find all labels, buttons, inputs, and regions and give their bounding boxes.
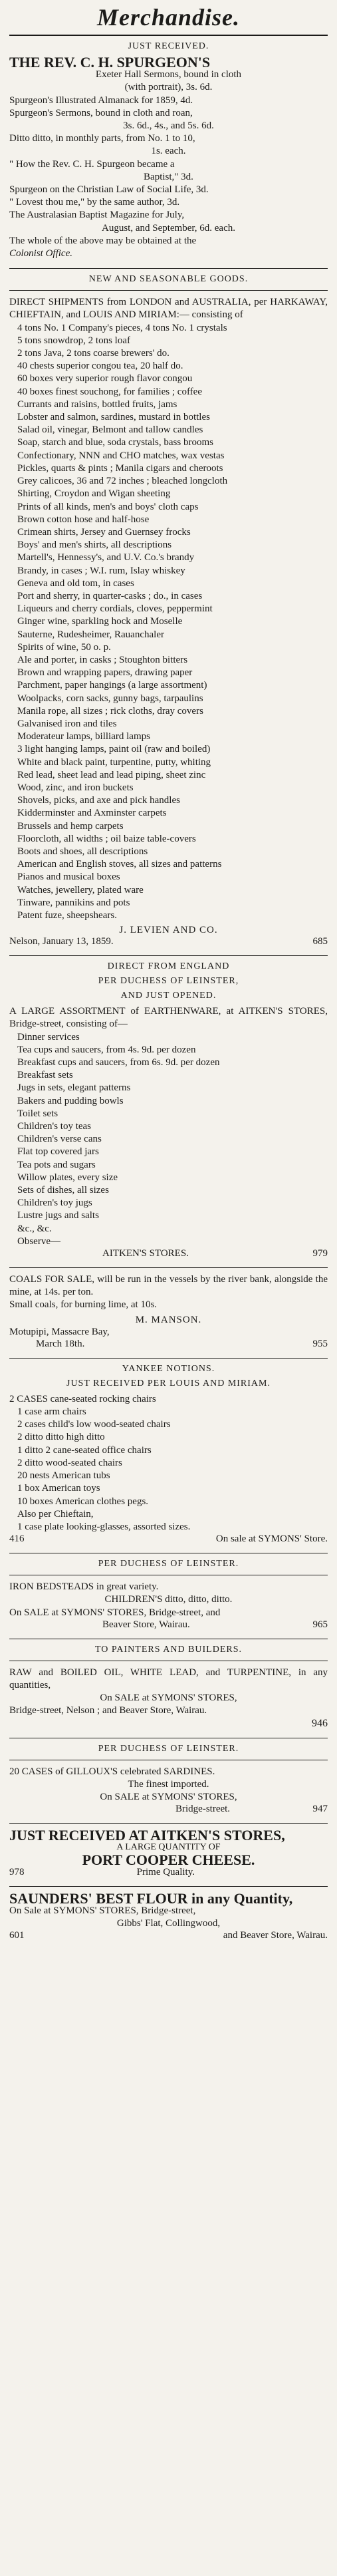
list-item: Manila rope, all sizes ; rick cloths, dray covers xyxy=(17,705,203,717)
advert-line: " Lovest thou me," by the same author, 3d. xyxy=(9,197,180,208)
list-item: Liqueurs and cherry cordials, cloves, peppermint xyxy=(17,603,213,615)
advert-line: A LARGE QUANTITY OF xyxy=(116,1842,221,1853)
advert-intro: 2 CASES cane-seated rocking chairs xyxy=(9,1393,156,1404)
advert-spurgeon xyxy=(9,41,328,260)
list-item: Port and sherry, in quarter-casks ; do., in cases xyxy=(17,590,203,601)
list-item: Flat top covered jars xyxy=(17,1146,99,1158)
advert-footer xyxy=(9,1930,328,1941)
item-list xyxy=(9,322,328,923)
advert-number: 965 xyxy=(312,1619,328,1630)
divider xyxy=(9,35,328,36)
advert-number: 979 xyxy=(312,1248,328,1259)
advert-line: and Beaver Store, Wairau. xyxy=(223,1930,328,1941)
list-item: Observe— xyxy=(17,1235,60,1247)
advert-flour xyxy=(9,1889,328,1942)
list-item: Tea pots and sugars xyxy=(17,1159,96,1170)
list-item: Galvanised iron and tiles xyxy=(17,718,117,729)
list-item: 5 tons snowdrop, 2 tons loaf xyxy=(17,335,130,346)
list-item: Confectionary, NNN and CHO matches, wax vestas xyxy=(17,450,225,461)
advert-line: Beaver Store, Wairau. xyxy=(102,1619,190,1630)
list-item: Brown and wrapping papers, drawing paper xyxy=(17,667,193,679)
advert-levien xyxy=(9,274,328,947)
list-item: 60 boxes very superior rough flavor congou xyxy=(17,373,193,385)
advert-note: On sale at SYMONS' Store. xyxy=(215,1533,328,1545)
advert-line: Small coals, for burning lime, at 10s. xyxy=(9,1299,158,1311)
list-item: Children's verse cans xyxy=(17,1134,102,1145)
divider xyxy=(9,1358,328,1359)
advert-line: THE REV. C. H. SPURGEON'S xyxy=(9,54,211,71)
list-item: Prints of all kinds, men's and boys' cloth caps xyxy=(17,501,199,512)
list-item: Willow plates, every size xyxy=(17,1172,118,1183)
list-item: Floorcloth, all widths ; oil baize table-covers xyxy=(17,833,196,844)
advert-intro: A LARGE ASSORTMENT of EARTHENWARE, at AITKEN'S STORES, Bridge-street, consisting of— xyxy=(9,1006,328,1030)
advert-signature: AITKEN'S STORES. xyxy=(102,1248,189,1259)
list-item: 2 ditto ditto high ditto xyxy=(17,1432,105,1443)
list-item: Sauterne, Rudesheimer, Rauanchaler xyxy=(17,629,164,640)
advert-sardines xyxy=(9,1744,328,1816)
list-item: Breakfast cups and saucers, from 6s. 9d. per dozen xyxy=(17,1057,220,1068)
advert-number: 416 xyxy=(9,1533,25,1545)
advert-line: Bridge-street, Nelson ; and Beaver Store, Wairau. xyxy=(9,1705,207,1716)
list-item: 10 boxes American clothes pegs. xyxy=(17,1496,149,1507)
advert-line: (with portrait), 3s. 6d. xyxy=(124,82,213,93)
divider xyxy=(9,290,328,291)
advert-paint xyxy=(9,1645,328,1730)
advert-date: March 18th. xyxy=(36,1338,85,1349)
advert-line: Spurgeon's Sermons, bound in cloth and roan, xyxy=(9,107,193,118)
list-item: Brussels and hemp carpets xyxy=(17,820,124,832)
advert-line: CHILDREN'S ditto, ditto, ditto. xyxy=(104,1594,233,1605)
list-item: Geneva and old tom, in cases xyxy=(17,577,134,589)
list-item: Tea cups and saucers, from 4s. 9d. per dozen xyxy=(17,1044,196,1055)
advert-heading: PER DUCHESS OF LEINSTER. xyxy=(98,1743,239,1754)
list-item: Kidderminster and Axminster carpets xyxy=(17,808,167,819)
advert-line: Gibbs' Flat, Collingwood, xyxy=(116,1917,221,1929)
advert-heading: JUST RECEIVED. xyxy=(128,41,209,51)
list-item: Shovels, picks, and axe and pick handles xyxy=(17,795,180,806)
advert-footer xyxy=(9,1619,328,1631)
list-item: Woolpacks, corn sacks, gunny bags, tarpaulins xyxy=(17,693,203,704)
advert-line: 3s. 6d., 4s., and 5s. 6d. xyxy=(123,120,214,132)
advert-footer xyxy=(9,1339,328,1350)
advert-intro: 20 CASES of GILLOUX'S celebrated SARDINES. xyxy=(9,1766,215,1777)
advert-heading: DIRECT FROM ENGLAND xyxy=(107,961,230,972)
advert-signature: M. MANSON. xyxy=(135,1314,202,1325)
advert-number: 955 xyxy=(312,1338,328,1349)
advert-footer xyxy=(9,1867,328,1878)
list-item: Jugs in sets, elegant patterns xyxy=(17,1082,131,1094)
advert-coals xyxy=(9,1273,328,1350)
advert-line: Baptist," 3d. xyxy=(144,171,193,182)
list-item: 4 tons No. 1 Company's pieces, 4 tons No. 1 crystals xyxy=(17,322,227,333)
list-item: Bakers and pudding bowls xyxy=(17,1095,124,1106)
advert-intro: DIRECT SHIPMENTS from LONDON and AUSTRALIA, per HARKAWAY, CHIEFTAIN, and LOUIS AND MIRIAM:— consisting of xyxy=(9,297,328,321)
list-item: Sets of dishes, all sizes xyxy=(17,1185,109,1196)
list-item: Watches, jewellery, plated ware xyxy=(17,884,144,895)
advert-line: The finest imported. xyxy=(128,1778,209,1790)
advert-number: 685 xyxy=(312,936,328,947)
advert-line: Bridge-street. xyxy=(175,1804,231,1815)
section-title: Merchandise. xyxy=(96,4,240,31)
advert-yankee xyxy=(9,1364,328,1545)
list-item: 1 ditto 2 cane-seated office chairs xyxy=(17,1444,152,1456)
advert-line: 1s. each. xyxy=(151,146,186,157)
list-item: Boys' and men's shirts, all descriptions xyxy=(17,540,172,551)
item-list xyxy=(9,1406,328,1533)
advert-line: The whole of the above may be obtained at the xyxy=(9,235,197,246)
list-item: 1 case arm chairs xyxy=(17,1406,86,1418)
list-item: Soap, starch and blue, soda crystals, bass brooms xyxy=(17,437,213,448)
advert-line: Spurgeon's Illustrated Almanack for 1859, 4d. xyxy=(9,94,193,106)
list-item: 2 cases child's low wood-seated chairs xyxy=(17,1419,171,1430)
list-item: Brown cotton hose and half-hose xyxy=(17,514,150,525)
list-item: Children's toy teas xyxy=(17,1121,92,1132)
divider xyxy=(9,1823,328,1824)
advert-heading: NEW AND SEASONABLE GOODS. xyxy=(88,274,249,285)
advert-line: On Sale at SYMONS' STORES, Bridge-street, xyxy=(9,1905,196,1916)
list-item: Spirits of wine, 50 o. p. xyxy=(17,641,111,653)
list-item: Currants and raisins, bottled fruits, jams xyxy=(17,399,177,410)
advert-date: Nelson, January 13, 1859. xyxy=(9,936,114,947)
advert-line: Prime Quality. xyxy=(136,1866,195,1877)
advert-line: PORT COOPER CHEESE. xyxy=(82,1852,255,1869)
list-item: Crimean shirts, Jersey and Guernsey frocks xyxy=(17,526,191,538)
advert-bedsteads xyxy=(9,1559,328,1631)
advert-heading: TO PAINTERS AND BUILDERS. xyxy=(94,1644,243,1655)
list-item: Lobster and salmon, sardines, mustard in bottles xyxy=(17,412,210,423)
list-item: Moderateur lamps, billiard lamps xyxy=(17,731,150,742)
list-item: American and English stoves, all sizes and patterns xyxy=(17,859,222,870)
list-item: &c., &c. xyxy=(17,1223,52,1234)
list-item: Grey calicoes, 36 and 72 inches ; bleached longcloth xyxy=(17,476,228,487)
list-item: Ale and porter, in casks ; Stoughton bitters xyxy=(17,654,188,665)
advert-signature: J. LEVIEN AND CO. xyxy=(119,925,218,936)
advert-line: August, and September, 6d. each. xyxy=(101,222,235,234)
list-item: Ginger wine, sparkling hock and Moselle xyxy=(17,616,183,627)
advert-line: Exeter Hall Sermons, bound in cloth xyxy=(95,69,242,80)
advert-footer xyxy=(9,1533,328,1545)
list-item: White and black paint, turpentine, putty, whiting xyxy=(17,756,211,768)
list-item: Breakfast sets xyxy=(17,1070,73,1081)
list-item: 1 box American toys xyxy=(17,1483,100,1494)
list-item: 1 case plate looking-glasses, assorted sizes. xyxy=(17,1521,191,1532)
list-item: Lustre jugs and salts xyxy=(17,1210,99,1221)
divider xyxy=(9,1886,328,1887)
list-item: Salad oil, vinegar, Belmont and tallow candles xyxy=(17,424,203,436)
advert-line: The Australasian Baptist Magazine for July, xyxy=(9,210,185,221)
advert-intro: RAW and BOILED OIL, WHITE LEAD, and TURPENTINE, in any quantities, xyxy=(9,1667,328,1690)
list-item: Wood, zinc, and iron buckets xyxy=(17,782,134,793)
list-item: Shirting, Croydon and Wigan sheeting xyxy=(17,488,171,500)
advert-intro: JUST RECEIVED AT AITKEN'S STORES, xyxy=(9,1827,285,1844)
list-item: Parchment, paper hangings (a large assortment) xyxy=(17,680,207,691)
advert-heading: PER DUCHESS OF LEINSTER. xyxy=(98,1559,239,1569)
advert-line: Motupipi, Massacre Bay, xyxy=(9,1326,110,1337)
item-list xyxy=(9,1031,328,1248)
advert-footer xyxy=(9,936,328,947)
list-item: Pickles, quarts & pints ; Manila cigars and cheroots xyxy=(17,462,223,474)
list-item: Also per Chieftain, xyxy=(17,1508,94,1520)
advert-line: Spurgeon on the Christian Law of Social Life, 3d. xyxy=(9,184,209,196)
list-item: Dinner services xyxy=(17,1031,80,1043)
list-item: Toilet sets xyxy=(17,1108,58,1119)
list-item: 2 tons Java, 2 tons coarse brewers' do. xyxy=(17,348,169,359)
divider xyxy=(9,955,328,956)
advert-number: 946 xyxy=(312,1717,328,1729)
advert-heading: YANKEE NOTIONS. xyxy=(122,1363,215,1374)
list-item: Tinware, pannikins and pots xyxy=(17,897,130,908)
advert-heading: PER DUCHESS OF LEINSTER, xyxy=(98,976,239,987)
advert-number: 978 xyxy=(9,1866,25,1877)
advert-line: On SALE at SYMONS' STORES, xyxy=(100,1692,237,1704)
list-item: Martell's, Hennessy's, and U.V. Co.'s brandy xyxy=(17,552,195,564)
divider xyxy=(9,268,328,269)
advert-line: Colonist Office. xyxy=(9,248,72,259)
advert-aitken-earthenware xyxy=(9,961,328,1259)
advert-number: 947 xyxy=(312,1804,328,1815)
advert-footer xyxy=(9,1804,328,1815)
advert-line: " How the Rev. C. H. Spurgeon became a xyxy=(9,158,175,170)
list-item: 40 chests superior congou tea, 20 half do. xyxy=(17,361,183,372)
list-item: Boots and shoes, all descriptions xyxy=(17,846,148,857)
list-item: 40 boxes finest souchong, for families ; coffee xyxy=(17,386,202,397)
advert-intro: COALS FOR SALE, will be run in the vessels by the river bank, alongside the mine, at 14s. per ton. xyxy=(9,1274,328,1298)
advert-number: 601 xyxy=(9,1930,25,1941)
list-item: 2 ditto wood-seated chairs xyxy=(17,1457,122,1468)
list-item: Patent fuze, sheepshears. xyxy=(17,910,117,921)
advert-heading: AND JUST OPENED. xyxy=(120,991,217,1001)
advert-footer xyxy=(9,1248,328,1259)
advert-intro: SAUNDERS' BEST FLOUR in any Quantity, xyxy=(9,1889,293,1907)
list-item: 20 nests American tubs xyxy=(17,1470,110,1482)
advert-line: Ditto ditto, in monthly parts, from No. 1 to 10, xyxy=(9,133,195,144)
list-item: Pianos and musical boxes xyxy=(17,872,120,883)
list-item: Red lead, sheet lead and lead piping, sheet zinc xyxy=(17,769,206,780)
advert-line: On SALE at SYMONS' STORES, Bridge-street, and xyxy=(9,1607,221,1618)
divider xyxy=(9,1267,328,1268)
advert-heading: JUST RECEIVED PER LOUIS AND MIRIAM. xyxy=(66,1378,271,1388)
list-item: 3 light hanging lamps, paint oil (raw and boiled) xyxy=(17,744,211,755)
advert-cheese xyxy=(9,1829,328,1877)
advert-intro: IRON BEDSTEADS in great variety. xyxy=(9,1581,159,1593)
list-item: Brandy, in cases ; W.I. rum, Islay whiskey xyxy=(17,565,185,576)
advert-line: On SALE at SYMONS' STORES, xyxy=(100,1791,237,1802)
list-item: Children's toy jugs xyxy=(17,1198,92,1209)
